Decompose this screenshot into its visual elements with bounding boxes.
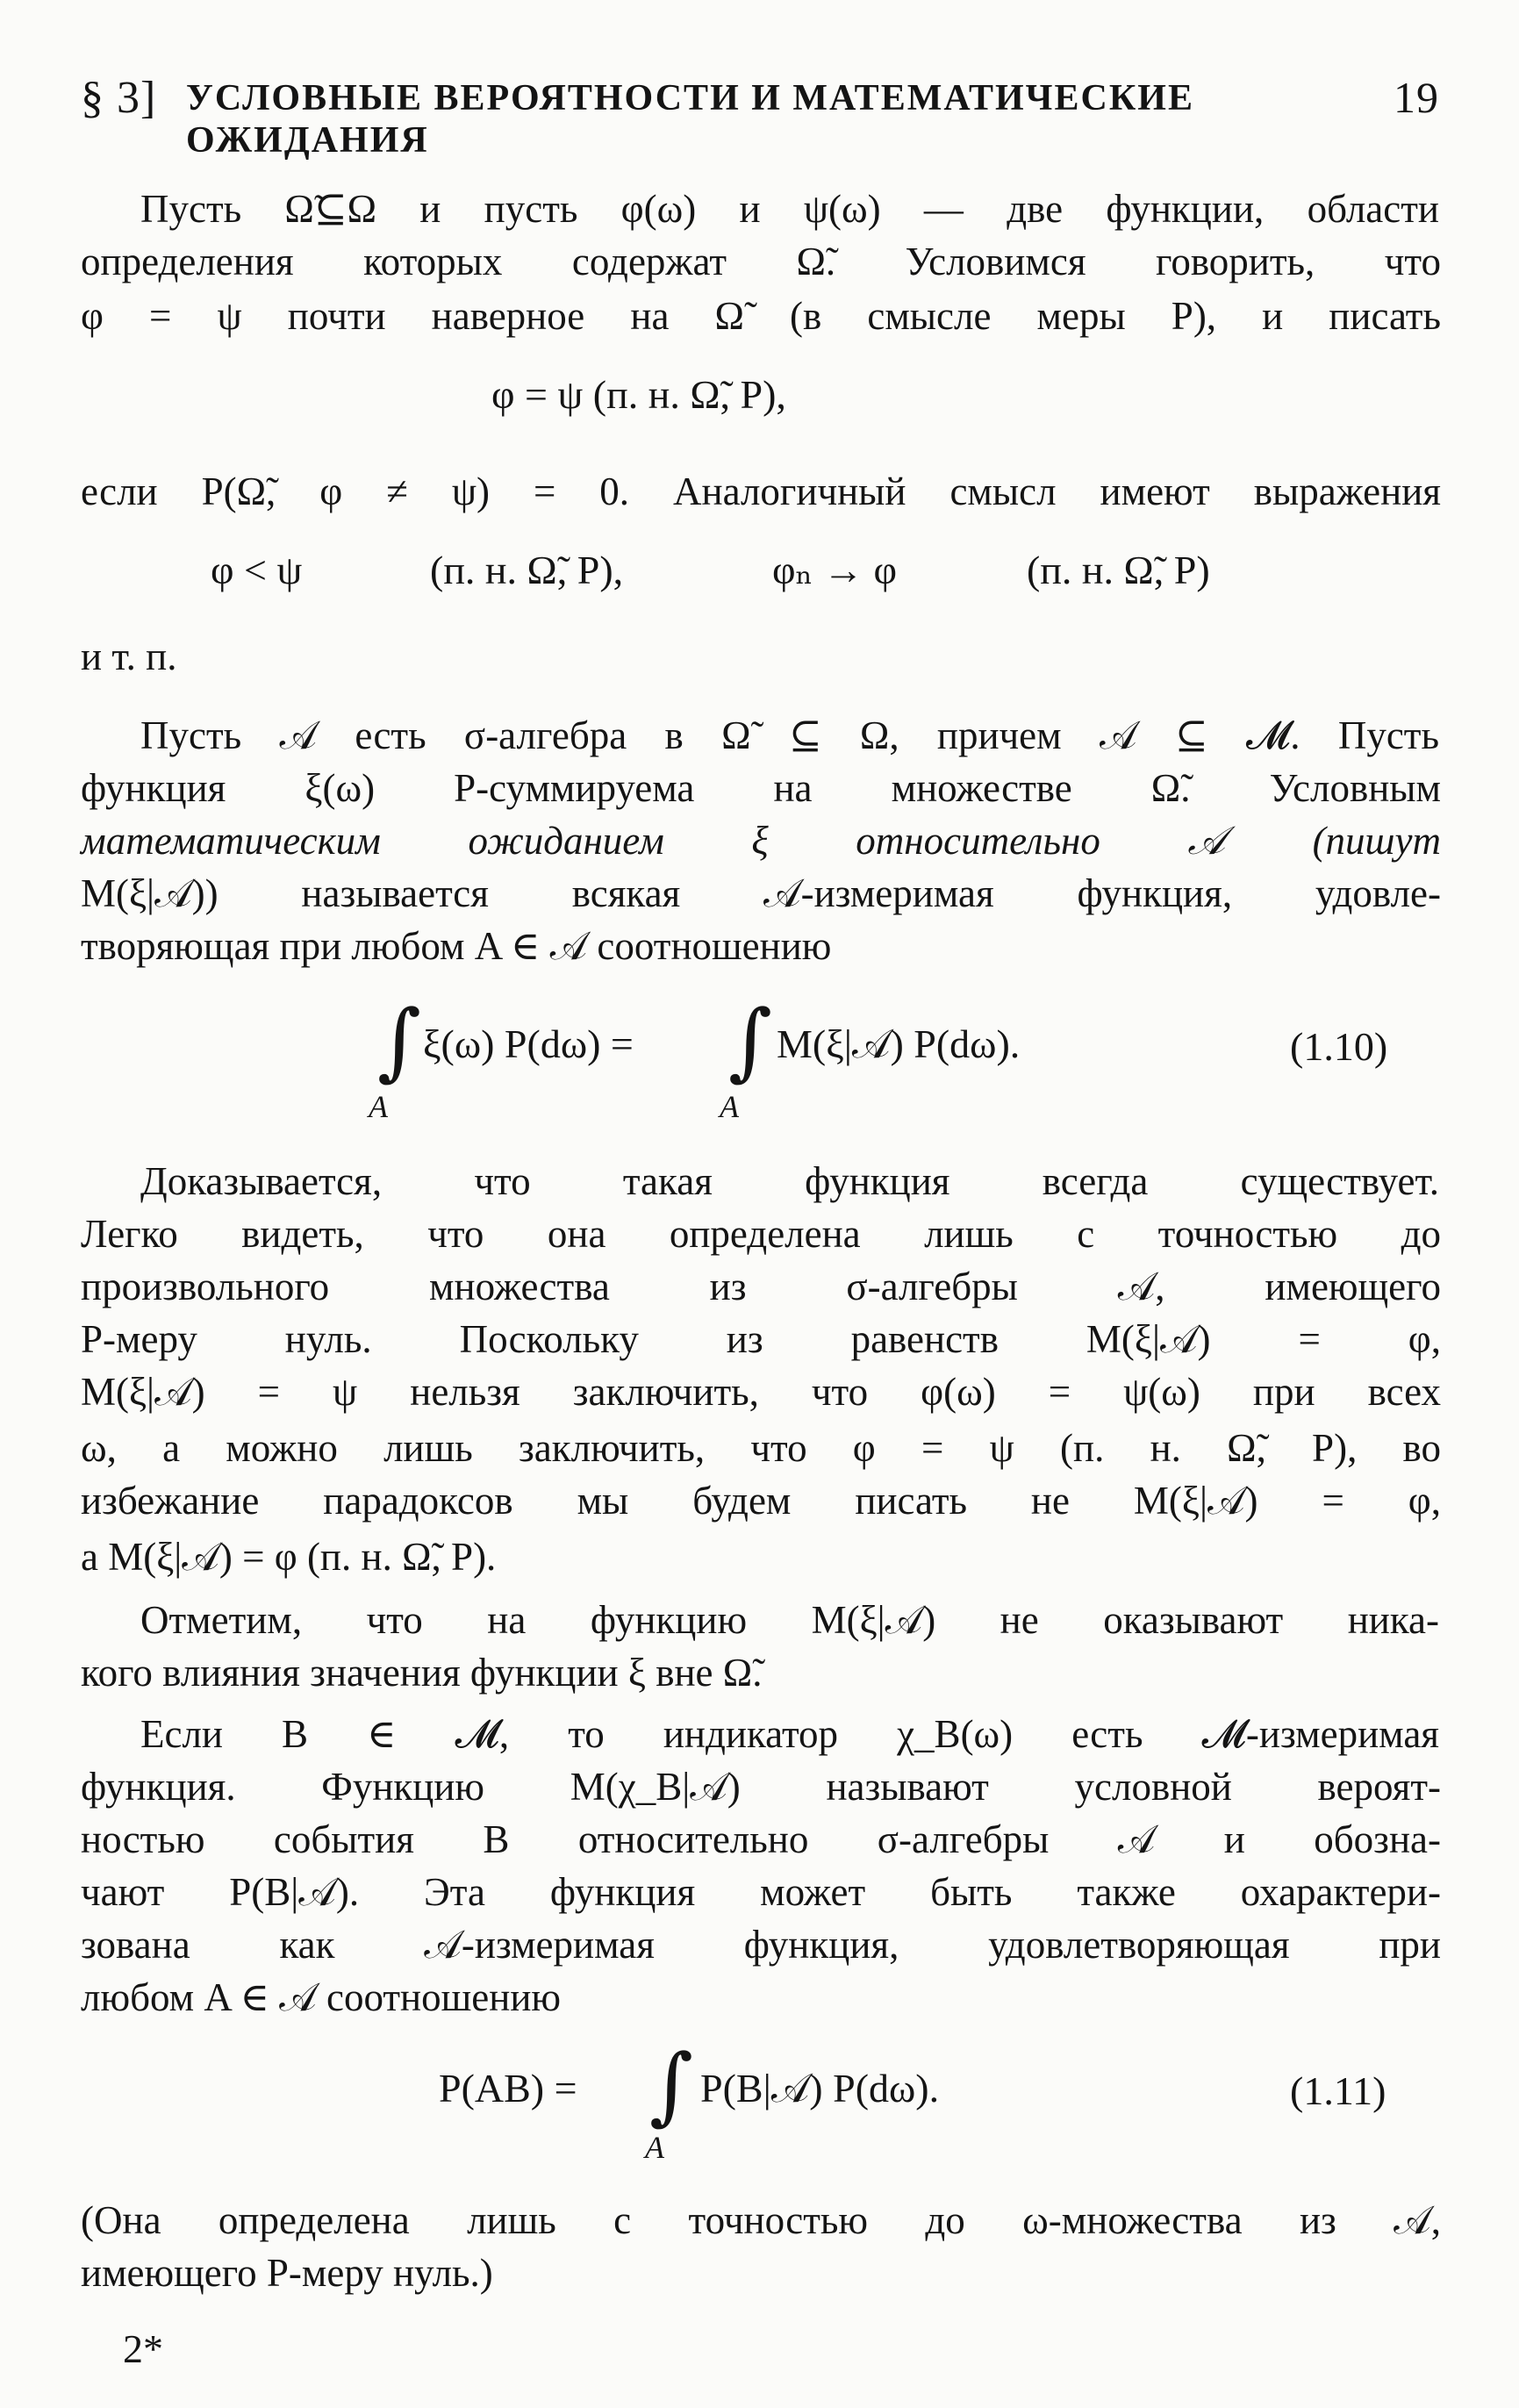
text-line: произвольного множества из σ-алгебры 𝒜, имеющего <box>81 1265 1441 1308</box>
formula-part: (п. н. Ω̃, P), <box>430 548 624 592</box>
integral-sign: ∫ <box>649 2036 694 2134</box>
text-line: ностью события B относительно σ-алгебры 𝒜 и обозна- <box>81 1817 1441 1861</box>
text-line: Отметим, что на функцию M(ξ|𝒜) не оказывают ника- <box>140 1598 1439 1642</box>
equation-number: (1.10) <box>1290 1024 1388 1069</box>
text-line: Пусть Ω̃⊆Ω и пусть φ(ω) и ψ(ω) — две функции, области <box>140 187 1439 231</box>
running-header <box>81 72 1439 161</box>
text-line: если P(Ω̃, φ ≠ ψ) = 0. Аналогичный смысл имеют выражения <box>81 469 1441 513</box>
formula-rhs: P(B|𝒜) P(dω). <box>700 2066 940 2111</box>
formula-part: φₙ → φ <box>772 548 897 592</box>
formula-rhs: M(ξ|𝒜) P(dω). <box>777 1021 1021 1066</box>
text-line: P-меру нуль. Поскольку из равенств M(ξ|𝒜) = φ, <box>81 1317 1441 1361</box>
text-line: чают P(B|𝒜). Эта функция может быть также охарактери- <box>81 1870 1441 1914</box>
text-line: Если B ∈ 𝓜, то индикатор χ_B(ω) есть 𝓜-измеримая <box>140 1712 1439 1756</box>
text-line: функция ξ(ω) P-суммируема на множестве Ω̃. Условным <box>81 766 1441 810</box>
text-line: определения которых содержат Ω̃. Условимся говорить, что <box>81 240 1441 283</box>
equation-number: (1.11) <box>1290 2068 1386 2113</box>
formula-part: φ < ψ <box>211 548 303 592</box>
text-line: и т. п. <box>81 634 177 678</box>
text-line: любом A ∈ 𝒜 соотношению <box>81 1975 562 2019</box>
integral-sign: ∫ <box>728 992 773 1090</box>
text-line: функция. Функцию M(χ_B|𝒜) называют условной вероят- <box>81 1765 1441 1809</box>
text-line: Пусть 𝒜 есть σ-алгебра в Ω̃ ⊆ Ω, причем 𝒜 ⊆ 𝓜. Пусть <box>140 713 1439 757</box>
text-line: ω, а можно лишь заключить, что φ = ψ (п. н. Ω̃, P), во <box>81 1426 1441 1470</box>
text-line: M(ξ|𝒜) = ψ нельзя заключить, что φ(ω) = ψ(ω) при всех <box>81 1370 1441 1414</box>
text-line: Легко видеть, что она определена лишь с точностью до <box>81 1212 1441 1256</box>
text-line: φ = ψ почти наверное на Ω̃ (в смысле меры P), и писать <box>81 294 1441 338</box>
integral-subscript: A <box>645 2130 664 2165</box>
signature-mark: 2* <box>123 2326 163 2371</box>
integral-subscript: A <box>369 1089 388 1124</box>
page-number: 19 <box>1394 73 1439 122</box>
text-line: (Она определена лишь с точностью до ω-множества из 𝒜, <box>81 2198 1441 2242</box>
formula-lhs: P(AB) = <box>439 2066 577 2111</box>
text-line: имеющего P-меру нуль.) <box>81 2251 493 2295</box>
text-line: Доказывается, что такая функция всегда существует. <box>140 1159 1439 1203</box>
text-line: избежание парадоксов мы будем писать не M(ξ|𝒜) = φ, <box>81 1479 1441 1523</box>
chapter-title: УСЛОВНЫЕ ВЕРОЯТНОСТИ И МАТЕМАТИЧЕСКИЕ ОЖИДАНИЯ <box>186 78 1194 161</box>
text-line: творяющая при любом A ∈ 𝒜 соотношению <box>81 924 832 968</box>
text-line: зована как 𝒜-измеримая функция, удовлетворяющая при <box>81 1923 1441 1967</box>
formula-part: (п. н. Ω̃, P) <box>1027 548 1210 592</box>
formula-lhs: ξ(ω) P(dω) = <box>423 1021 634 1066</box>
formula-phi-eq-psi: φ = ψ (п. н. Ω̃, P), <box>491 372 786 417</box>
integral-subscript: A <box>720 1089 739 1124</box>
integral-sign: ∫ <box>377 992 422 1090</box>
text-line: а M(ξ|𝒜) = φ (п. н. Ω̃, P). <box>81 1535 497 1579</box>
section-number: § 3] <box>81 73 157 123</box>
text-line: M(ξ|𝒜)) называется всякая 𝒜-измеримая функция, удовле- <box>81 871 1441 915</box>
text-line: кого влияния значения функции ξ вне Ω̃. <box>81 1651 763 1695</box>
text-line: математическим ожиданием ξ относительно 𝒜 (пишут <box>81 819 1441 863</box>
